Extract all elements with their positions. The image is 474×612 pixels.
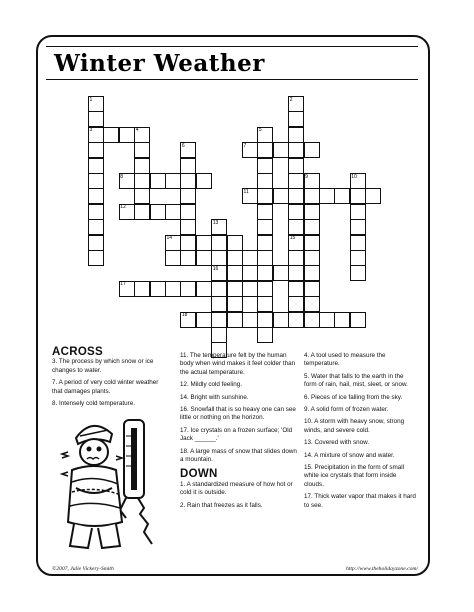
- grid-cell[interactable]: [350, 204, 366, 220]
- website-link[interactable]: http://www.theholidayzone.com/: [346, 566, 418, 572]
- across-clue: 12. Mildly cold feeling.: [180, 381, 242, 389]
- face-icon: [80, 439, 108, 465]
- grid-cell[interactable]: [150, 281, 166, 297]
- grid-cell[interactable]: [257, 188, 273, 204]
- grid-cell[interactable]: [211, 312, 227, 328]
- grid-cell[interactable]: [304, 188, 320, 204]
- clue-number: 18: [181, 312, 188, 319]
- across-clues-continued: [180, 352, 298, 514]
- down-clue: 5. Water that falls to the earth in the form of rain, hail, mist, sleet, or snow.: [304, 372, 408, 389]
- grid-cell[interactable]: [257, 204, 273, 220]
- grid-cell[interactable]: [257, 219, 273, 235]
- grid-cell[interactable]: [350, 219, 366, 235]
- across-clue: 17. Ice crystals on a frozen surface; 'Old Jack ______.': [180, 426, 293, 443]
- grid-cell[interactable]: [227, 312, 243, 328]
- grid-cell[interactable]: [304, 219, 320, 235]
- copyright-text: ©2007, Julie Vickery-Smith: [52, 566, 114, 572]
- down-clue: 17. Thick water vapor that makes it hard to see.: [304, 493, 416, 509]
- grid-cell[interactable]: [211, 235, 227, 251]
- grid-cell[interactable]: [211, 281, 227, 297]
- grid-cell[interactable]: [257, 265, 273, 281]
- grid-cell[interactable]: [150, 173, 166, 189]
- grid-cell[interactable]: [288, 127, 304, 143]
- grid-cell[interactable]: [165, 173, 181, 189]
- grid-cell[interactable]: [257, 142, 273, 158]
- grid-cell[interactable]: [288, 188, 304, 204]
- grid-cell[interactable]: [88, 173, 104, 189]
- grid-cell[interactable]: [350, 312, 366, 328]
- grid-cell[interactable]: [196, 281, 212, 297]
- grid-cell[interactable]: [304, 250, 320, 266]
- grid-cell[interactable]: [88, 142, 104, 158]
- grid-cell[interactable]: [257, 250, 273, 266]
- grid-cell[interactable]: [304, 312, 320, 328]
- grid-cell[interactable]: [88, 219, 104, 235]
- grid-cell[interactable]: [134, 142, 150, 158]
- grid-cell[interactable]: [288, 111, 304, 127]
- grid-cell[interactable]: [180, 204, 196, 220]
- down-clue: 13. Covered with snow.: [304, 439, 370, 447]
- across-clue: 8. Intensely cold temperature.: [52, 400, 135, 408]
- grid-cell[interactable]: [319, 188, 335, 204]
- clue-number: 7: [243, 142, 247, 149]
- grid-cell[interactable]: [257, 281, 273, 297]
- grid-cell[interactable]: [273, 265, 289, 281]
- clue-number: 4: [135, 127, 139, 134]
- grid-cell[interactable]: [288, 173, 304, 189]
- clue-number: 14: [166, 235, 173, 242]
- clue-number: 12: [120, 204, 126, 211]
- grid-cell[interactable]: [196, 173, 212, 189]
- grid-cell[interactable]: [319, 312, 335, 328]
- grid-cell[interactable]: [180, 173, 196, 189]
- grid-cell[interactable]: [304, 235, 320, 251]
- grid-cell[interactable]: [103, 127, 119, 143]
- grid-cell[interactable]: [304, 281, 320, 297]
- clue-number: 10: [351, 173, 357, 180]
- shivering-person-illustration: [54, 412, 172, 562]
- grid-cell[interactable]: [88, 188, 104, 204]
- grid-cell[interactable]: [273, 312, 289, 328]
- clue-number: 5: [258, 127, 262, 134]
- grid-cell[interactable]: [257, 312, 273, 328]
- grid-cell[interactable]: [257, 173, 273, 189]
- grid-cell[interactable]: [180, 158, 196, 174]
- legs-icon: [70, 524, 120, 548]
- grid-cell[interactable]: [165, 281, 181, 297]
- clue-number: 9: [305, 173, 308, 180]
- clue-number: 17: [120, 281, 126, 288]
- clue-number: 16: [212, 265, 219, 272]
- down-clue: 6. Pieces of ice falling from the sky.: [304, 393, 403, 401]
- grid-cell[interactable]: [257, 327, 273, 343]
- grid-cell[interactable]: [180, 281, 196, 297]
- grid-cell[interactable]: [88, 235, 104, 251]
- grid-cell[interactable]: [211, 250, 227, 266]
- clue-number: 11: [243, 188, 249, 195]
- grid-cell[interactable]: [257, 296, 273, 312]
- down-clue: 1. A standardized measure of how hot or cold it is outside.: [180, 480, 293, 497]
- grid-cell[interactable]: [304, 265, 320, 281]
- across-heading: ACROSS: [52, 346, 104, 358]
- grid-cell[interactable]: [119, 127, 135, 143]
- grid-cell[interactable]: [334, 188, 350, 204]
- grid-cell[interactable]: [288, 281, 304, 297]
- grid-cell[interactable]: [257, 235, 273, 251]
- grid-cell[interactable]: [227, 235, 243, 251]
- grid-cell[interactable]: [242, 312, 258, 328]
- clue-number: 1: [89, 96, 93, 103]
- grid-cell[interactable]: [288, 204, 304, 220]
- clue-number: 6: [181, 142, 185, 149]
- grid-cell[interactable]: [180, 219, 196, 235]
- grid-cell[interactable]: [134, 158, 150, 174]
- across-clue: 11. The temperature felt by the human body when wind makes it feel colder than the actual temperature.: [180, 352, 296, 376]
- clue-number: 15: [289, 235, 296, 242]
- grid-cell[interactable]: [227, 281, 243, 297]
- across-clues: [52, 348, 168, 412]
- grid-cell[interactable]: [334, 312, 350, 328]
- grid-cell[interactable]: [227, 265, 243, 281]
- grid-cell[interactable]: [88, 158, 104, 174]
- grid-cell[interactable]: [288, 312, 304, 328]
- grid-cell[interactable]: [165, 250, 181, 266]
- grid-cell[interactable]: [304, 296, 320, 312]
- grid-cell[interactable]: [288, 265, 304, 281]
- grid-cell[interactable]: [273, 188, 289, 204]
- grid-cell[interactable]: [288, 296, 304, 312]
- grid-cell[interactable]: [150, 204, 166, 220]
- down-clue: 2. Rain that freezes as it falls.: [180, 501, 263, 509]
- title-rule-top: [46, 46, 418, 47]
- down-clue: 4. A tool used to measure the temperature.: [304, 352, 386, 368]
- grid-cell[interactable]: [350, 235, 366, 251]
- grid-cell[interactable]: [227, 250, 243, 266]
- grid-cell[interactable]: [288, 158, 304, 174]
- grid-cell[interactable]: [134, 204, 150, 220]
- grid-cell[interactable]: [365, 188, 381, 204]
- grid-cell[interactable]: [304, 142, 320, 158]
- grid-cell[interactable]: [257, 158, 273, 174]
- grid-cell[interactable]: [288, 250, 304, 266]
- across-clue: 14. Bright with sunshine.: [180, 393, 249, 401]
- grid-cell[interactable]: [180, 235, 196, 251]
- title-rule-bottom: [46, 79, 418, 80]
- grid-cell[interactable]: [273, 142, 289, 158]
- across-clue: 18. A large mass of snow that slides down a mountain.: [180, 447, 297, 464]
- clue-number: 2: [289, 96, 293, 103]
- thermometer-icon: [120, 420, 152, 544]
- grid-cell[interactable]: [350, 250, 366, 266]
- grid-cell[interactable]: [196, 250, 212, 266]
- clue-number: 8: [120, 173, 124, 180]
- grid-cell[interactable]: [242, 250, 258, 266]
- grid-cell[interactable]: [88, 250, 104, 266]
- grid-cell[interactable]: [350, 265, 366, 281]
- grid-cell[interactable]: [211, 296, 227, 312]
- grid-cell[interactable]: [134, 281, 150, 297]
- grid-cell[interactable]: [196, 312, 212, 328]
- sweater-body-icon: [68, 466, 122, 526]
- grid-cell[interactable]: [227, 296, 243, 312]
- down-clue: 14. A mixture of snow and water.: [304, 451, 395, 459]
- down-clue: 10. A storm with heavy snow, strong winds, and severe cold.: [304, 418, 405, 434]
- grid-cell[interactable]: [304, 204, 320, 220]
- grid-cell[interactable]: [350, 188, 366, 204]
- grid-cell[interactable]: [88, 111, 104, 127]
- down-clue: 9. A solid form of frozen water.: [304, 406, 389, 414]
- page-title: Winter Weather: [54, 50, 265, 77]
- grid-cell[interactable]: [288, 219, 304, 235]
- grid-cell[interactable]: [88, 204, 104, 220]
- grid-cell[interactable]: [180, 250, 196, 266]
- clue-number: 13: [212, 219, 219, 226]
- across-clue: 3. The process by which snow or ice changes to water.: [52, 358, 154, 374]
- grid-cell[interactable]: [180, 188, 196, 204]
- across-clue: 16. Snowfall that is so heavy one can see little or nothing on the horizon.: [180, 406, 296, 422]
- grid-cell[interactable]: [134, 188, 150, 204]
- grid-cell[interactable]: [196, 235, 212, 251]
- grid-cell[interactable]: [242, 281, 258, 297]
- grid-cell[interactable]: [288, 142, 304, 158]
- down-heading: DOWN: [180, 468, 218, 481]
- grid-cell[interactable]: [242, 265, 258, 281]
- across-clue: 7. A period of very cold winter weather that damages plants.: [52, 379, 159, 395]
- grid-cell[interactable]: [211, 327, 227, 343]
- clue-number: 3: [89, 127, 93, 134]
- grid-cell[interactable]: [165, 204, 181, 220]
- down-clue: 15. Precipitation in the form of small white ice crystals that form inside clouds.: [304, 464, 405, 488]
- grid-cell[interactable]: [134, 173, 150, 189]
- down-clues-continued: [304, 352, 416, 514]
